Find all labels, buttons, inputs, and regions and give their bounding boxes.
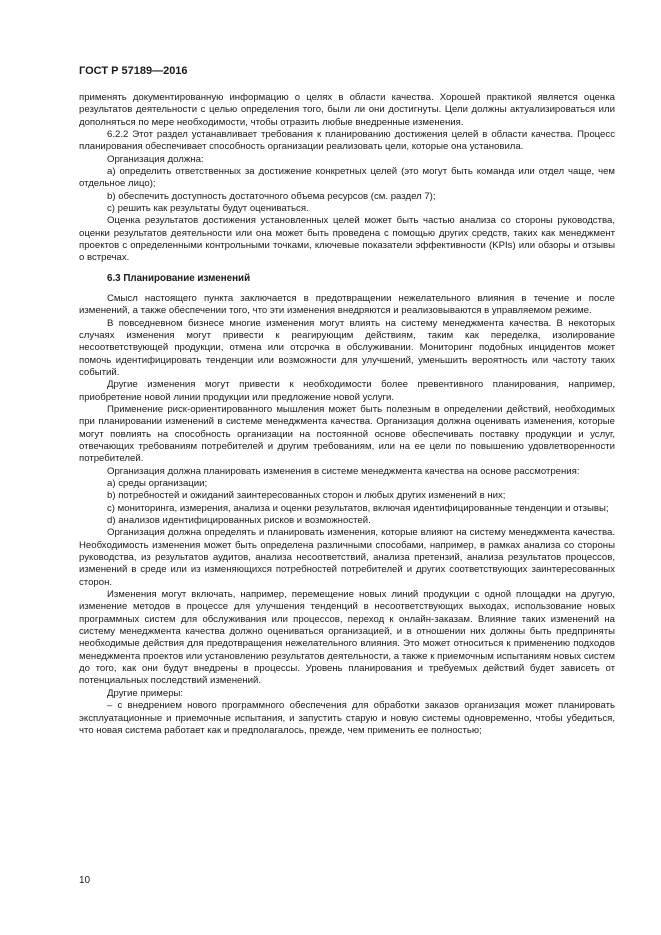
- paragraph: Другие изменения могут привести к необходимости более превентивного планирования, например, приобретение новой линии продукции или предложение новой услуги.: [79, 379, 615, 403]
- section-heading: 6.3 Планирование изменений: [107, 272, 251, 284]
- paragraph: Организация должна планировать изменения в системе менеджмента качества на основе рассмотрения:: [107, 465, 580, 477]
- paragraph: c) решить как результаты будут оцениваться.: [107, 203, 309, 215]
- paragraph: a) определить ответственных за достижение конкретных целей (это могут быть команда или отдел чаще, чем отдельное лицо);: [79, 166, 615, 190]
- paragraph: Смысл настоящего пункта заключается в предотвращении нежелательного влияния в течение и после изменений, а также обеспечении того, что эти изменения внедряются и реализовываются в управляемом режиме.: [79, 292, 615, 317]
- paragraph: Применение риск-ориентированного мышления может быть полезным в определении действий, необходимых при планировании изменений в системе менеджмента качества. Организация должна оценивать изменения, которые могут повлиять на способность организации на постоянной основе обеспечивать поставку продукции и услуг, отвечающих требованиям потребителей и другим требованиям, или на ее цели по повышению удовлетворенности потребителей.: [79, 403, 615, 465]
- page-number: 10: [79, 875, 91, 886]
- paragraph: d) анализов идентифицированных рисков и возможностей.: [107, 515, 371, 526]
- paragraph: b) потребностей и ожиданий заинтересованных сторон и любых других изменений в них;: [107, 490, 506, 502]
- paragraph: В повседневном бизнесе многие изменения могут влиять на систему менеджмента качества. В некоторых случаях изменения могут привести к реагирующим действиям, таким как переделка, изолирование несоответствующей продукции, отмена или отсрочка в обслуживании. Мониторинг подобных инцидентов может помочь идентифицировать тенденции или возможности для улучшений, уменьшить вероятность или частоту таких событий.: [79, 317, 615, 378]
- document-body: [79, 92, 615, 737]
- paragraph: a) среды организации;: [107, 477, 208, 489]
- paragraph: c) мониторинга, измерения, анализа и оценки результатов, включая идентифицированные тенденции и отзывы;: [107, 502, 609, 514]
- paragraph: Другие примеры:: [107, 687, 184, 699]
- paragraph: – с внедрением нового программного обеспечения для обработки заказов организация может планировать эксплуатационные и приемочные испытания, и запустить старую и новую системы одновременно, чтобы убедиться, что новая система работает как и предполагалось, прежде, чем применить ее полностью;: [79, 700, 615, 736]
- paragraph: 6.2.2 Этот раздел устанавливает требования к планированию достижения целей в области качества. Процесс планирования обеспечивает способность организации реализовать цели, которые она установила.: [79, 129, 615, 153]
- paragraph: Оценка результатов достижения установленных целей может быть частью анализа со стороны руководства, оценки результатов деятельности или она может быть проведена с помощью других средств, таких как менеджмент проектов с определенными контрольными точками, ключевые показатели эффективности (KPIs) или обзоры и отзывы о встречах.: [79, 215, 615, 264]
- paragraph: применять документированную информацию о целях в области качества. Хорошей практикой является оценка результатов деятельности с целью определения того, были ли они достигнуты. Цели должны актуализироваться или дополняться по мере необходимости, чтобы отразить любые внедренные изменения.: [79, 92, 615, 128]
- paragraph: Изменения могут включать, например, перемещение новых линий продукции с одной площадки на другую, изменение методов в процессе для улучшения тенденций в несоответствующих выходах, использование новых программных систем для обслуживания или процессов, переход к онлайн-заказам. Влияние таких изменений на систему менеджмента качества должно оцениваться организацией, и в отношении них должны быть предприняты необходимые действия для предотвращения нежелательного влияния. Это может относиться к применению подходов менеджмента проектов или установлению результатов деятельности, а также к приемочным испытаниям новых систем до того, как они будут внедрены в процессы. Уровень планирования и требуемых действий будет зависеть от потенциальных последствий изменений.: [79, 589, 615, 687]
- paragraph: Организация должна:: [107, 153, 204, 165]
- paragraph: Организация должна определять и планировать изменения, которые влияют на систему менеджмента качества. Необходимость изменения может быть определена различными способами, например, в рамках анализа со стороны руководства, из результатов аудитов, анализа несоответствий, анализа претензий, анализа результатов процессов, изменений в среде или из изменяющихся потребностей потребителей и других соответствующих заинтересованных сторон.: [79, 527, 615, 588]
- document-header: ГОСТ Р 57189—2016: [79, 65, 188, 77]
- paragraph: b) обеспечить доступность достаточного объема ресурсов (см. раздел 7);: [107, 190, 436, 202]
